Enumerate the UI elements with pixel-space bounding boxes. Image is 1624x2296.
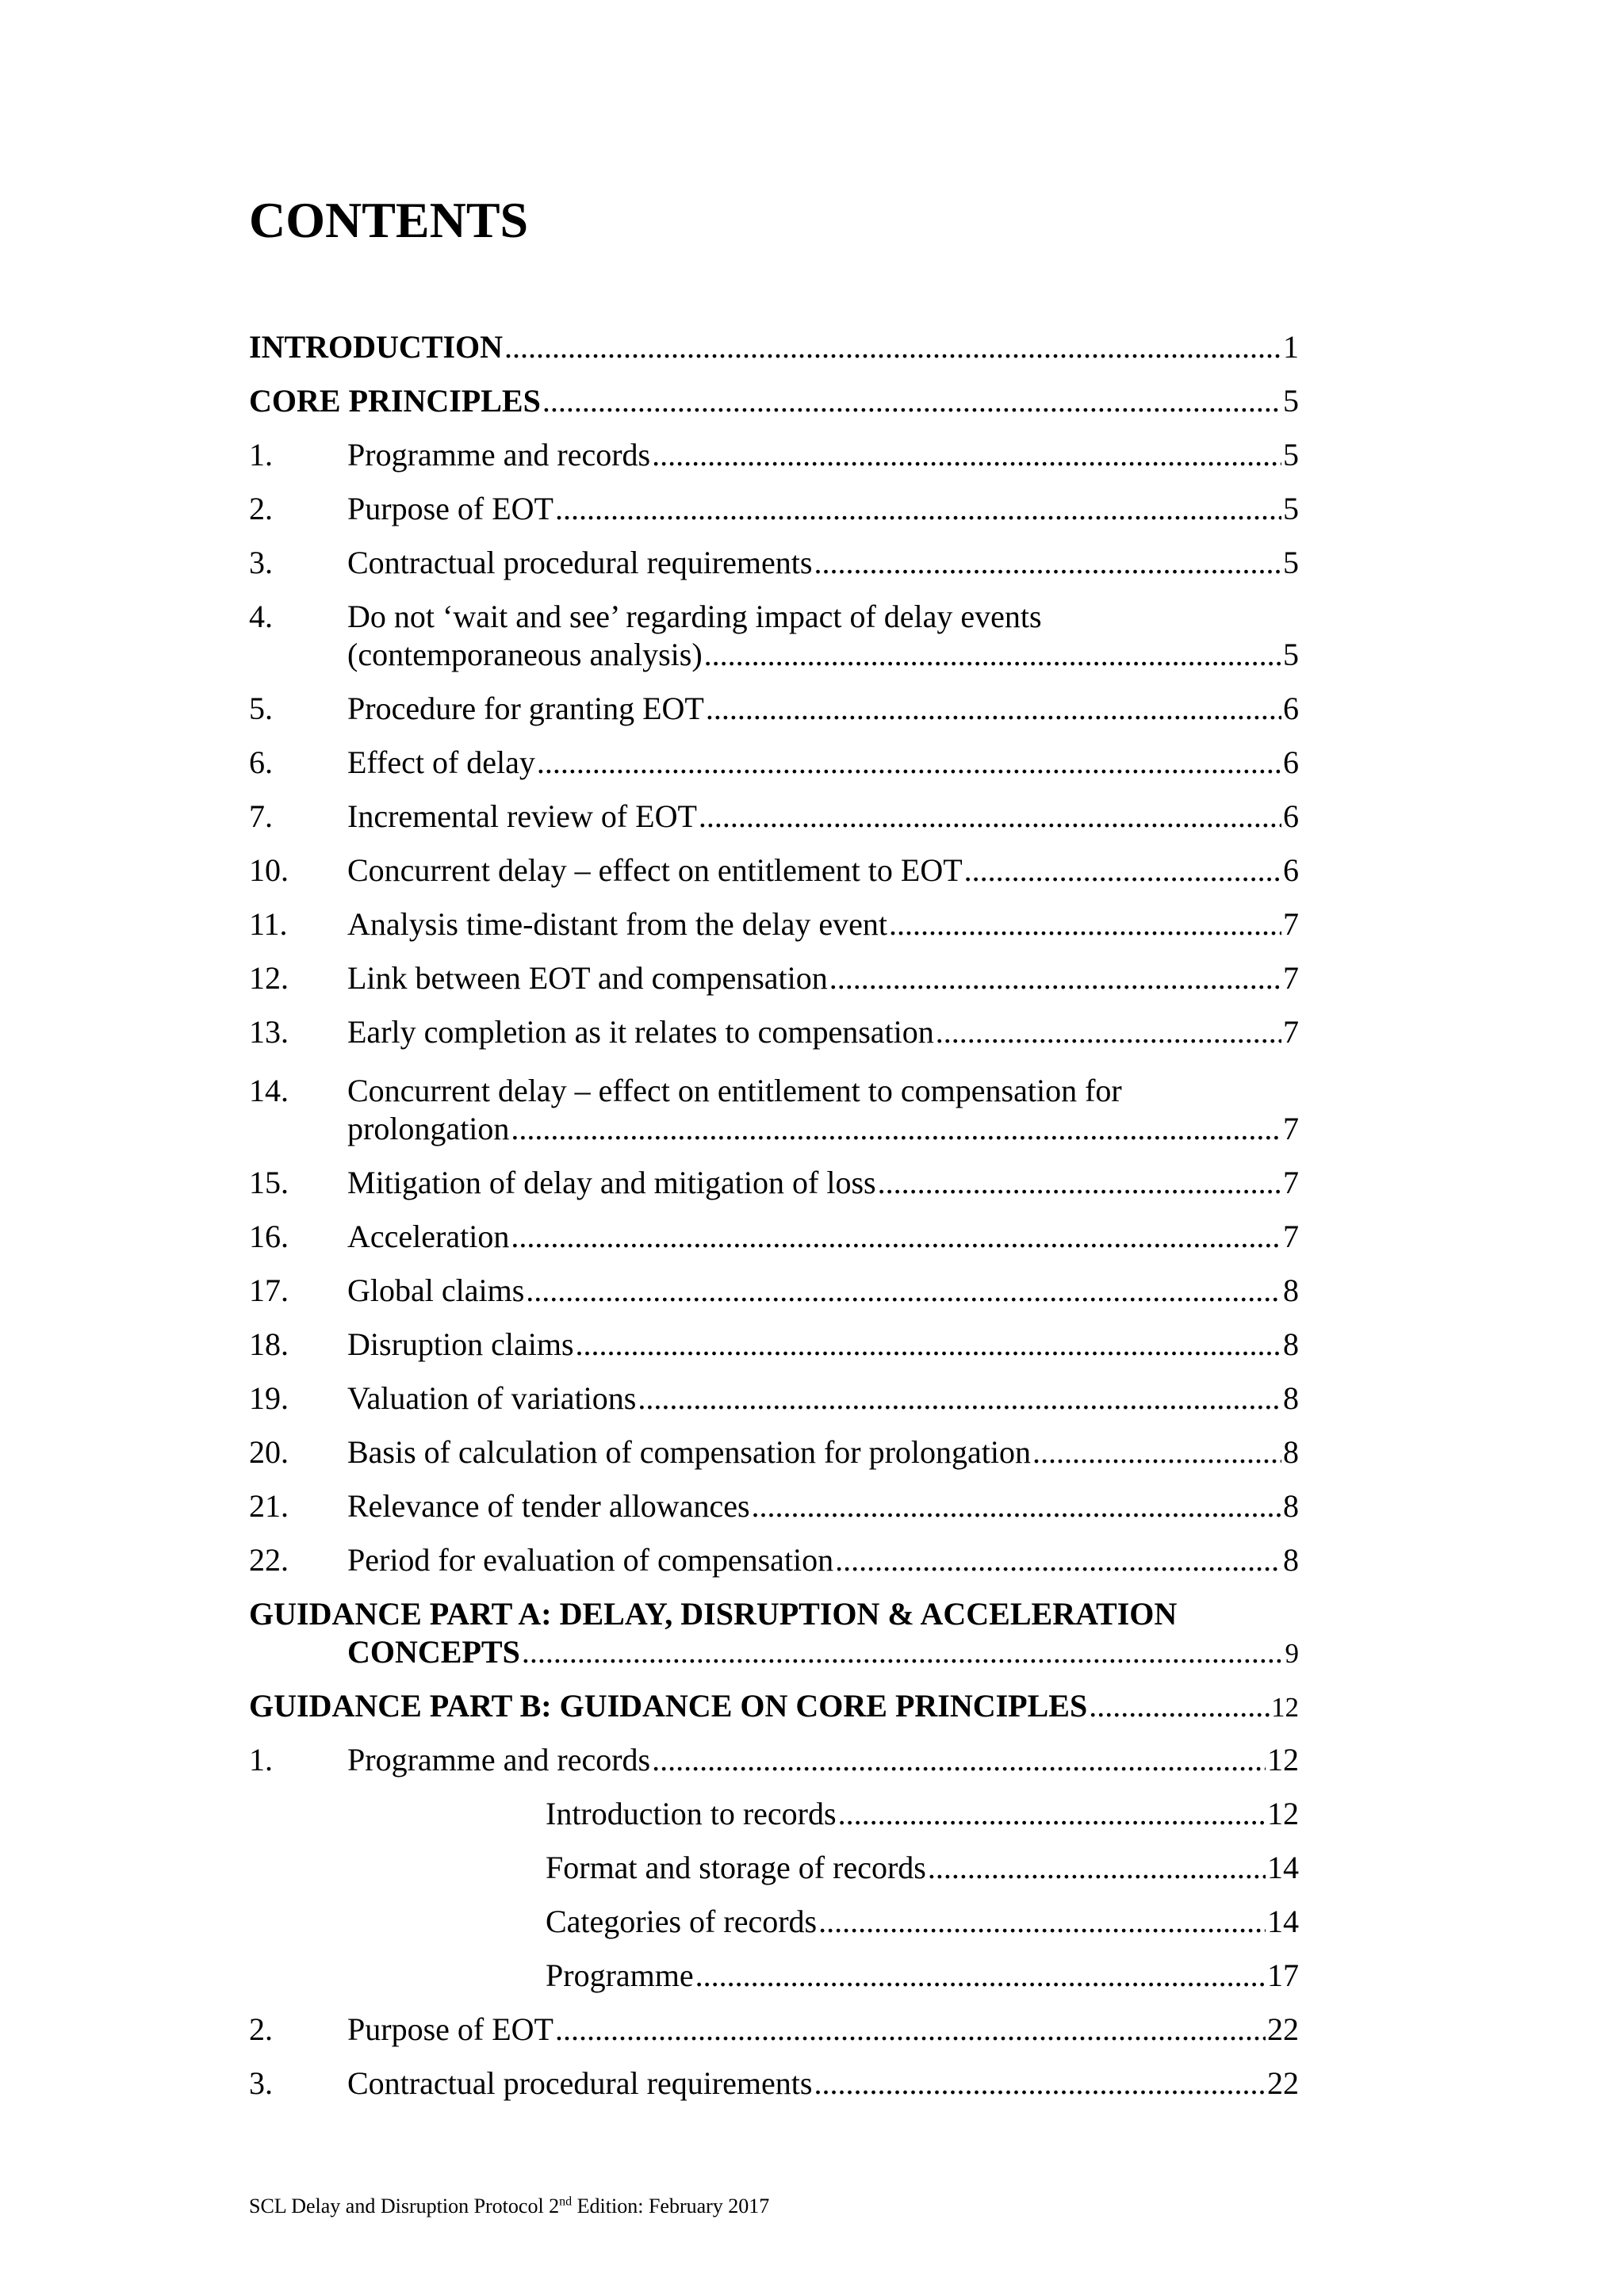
toc-entry-core-21[interactable] <box>249 1487 1299 1525</box>
toc-page-number: 6 <box>1283 798 1299 834</box>
toc-page-number: 14 <box>1267 1904 1299 1939</box>
dot-leader <box>638 1380 1281 1418</box>
toc-entry-core-10[interactable] <box>249 851 1299 890</box>
toc-entry-guidance-1[interactable] <box>249 1741 1299 1779</box>
toc-entry-number: 1. <box>249 1742 273 1777</box>
toc-entry-number: 2. <box>249 2011 273 2047</box>
page-title: CONTENTS <box>249 192 529 248</box>
toc-entry-title: Disruption claims <box>347 1326 574 1362</box>
toc-entry-core-20[interactable] <box>249 1433 1299 1471</box>
dot-leader <box>576 1326 1281 1364</box>
toc-entry-core-19[interactable] <box>249 1380 1299 1418</box>
toc-entry-title: Acceleration <box>347 1219 510 1254</box>
toc-subentry-introduction-to-records[interactable] <box>249 1795 1299 1833</box>
toc-page-number: 7 <box>1283 1111 1299 1146</box>
toc-entry-core-11[interactable] <box>249 905 1299 943</box>
toc-page-number: 7 <box>1283 906 1299 942</box>
toc-entry-title: Concurrent delay – effect on entitlement to EOT <box>347 852 963 888</box>
dot-leader <box>829 959 1281 997</box>
toc-page-number: 8 <box>1283 1488 1299 1524</box>
toc-entry-title: Programme <box>546 1957 694 1993</box>
toc-entry-core-2[interactable] <box>249 490 1299 528</box>
toc-page-number: 5 <box>1283 437 1299 473</box>
toc-entry-number: 6. <box>249 744 273 780</box>
toc-entry-title: Early completion as it relates to compensation <box>347 1014 934 1050</box>
toc-page-number: 8 <box>1283 1326 1299 1362</box>
toc-entry-title: CONCEPTS <box>347 1634 520 1670</box>
toc-entry-number: 17. <box>249 1272 289 1308</box>
toc-entry-core-13[interactable] <box>249 1013 1299 1051</box>
toc-entry-number: 15. <box>249 1165 289 1200</box>
toc-entry-number: 13. <box>249 1014 289 1050</box>
toc-entry-title: Procedure for granting EOT <box>347 691 704 726</box>
dot-leader <box>542 382 1281 420</box>
toc-entry-title: Effect of delay <box>347 744 535 780</box>
toc-entry-title: CORE PRINCIPLES <box>249 383 541 419</box>
dot-leader <box>1089 1687 1270 1725</box>
toc-entry-number: 19. <box>249 1380 289 1416</box>
toc-page-number: 5 <box>1283 545 1299 580</box>
toc-entry-core-7[interactable] <box>249 798 1299 836</box>
toc-entry-number: 1. <box>249 437 273 473</box>
toc-page-number: 8 <box>1283 1380 1299 1416</box>
toc-entry-guidance-3[interactable] <box>249 2064 1299 2103</box>
toc-page-number: 6 <box>1283 691 1299 726</box>
toc-entry-title: (contemporaneous analysis) <box>347 637 703 672</box>
dot-leader <box>695 1957 1266 1995</box>
dot-leader <box>936 1013 1281 1051</box>
footer-text-end: Edition: February 2017 <box>572 2195 770 2218</box>
dot-leader <box>699 798 1281 836</box>
toc-entry-title: Basis of calculation of compensation for prolongation <box>347 1434 1032 1470</box>
toc-entry-title: INTRODUCTION <box>249 329 504 365</box>
toc-entry-title: Mitigation of delay and mitigation of loss <box>347 1165 876 1200</box>
dot-leader <box>652 436 1281 474</box>
toc-entry-title: Purpose of EOT <box>347 2011 553 2047</box>
dot-leader <box>814 544 1281 582</box>
toc-heading-guidance-part-a[interactable] <box>249 1595 1299 1673</box>
dot-leader <box>964 851 1281 890</box>
toc-entry-number: 18. <box>249 1326 289 1362</box>
toc-entry-number: 5. <box>249 691 273 726</box>
toc-entry-number: 3. <box>249 2065 273 2101</box>
toc-entry-title: GUIDANCE PART B: GUIDANCE ON CORE PRINCIPLES <box>249 1688 1088 1724</box>
toc-entry-core-14[interactable] <box>249 1072 1299 1148</box>
toc-entry-core-16[interactable] <box>249 1218 1299 1256</box>
toc-entry-core-22[interactable] <box>249 1541 1299 1579</box>
page-footer <box>249 2195 769 2218</box>
toc-entry-title: Global claims <box>347 1272 525 1308</box>
toc-entry-title: Relevance of tender allowances <box>347 1488 750 1524</box>
toc-entry-number: 16. <box>249 1219 289 1254</box>
dot-leader <box>835 1541 1281 1579</box>
dot-leader <box>511 1218 1281 1256</box>
toc-entry-number: 7. <box>249 798 273 834</box>
toc-entry-number: 21. <box>249 1488 289 1524</box>
dot-leader <box>928 1849 1266 1887</box>
toc-page-number: 5 <box>1283 491 1299 526</box>
toc-entry-number: 2. <box>249 491 273 526</box>
toc-entry-core-18[interactable] <box>249 1326 1299 1364</box>
toc-page-number: 8 <box>1283 1434 1299 1470</box>
toc-entry-guidance-2[interactable] <box>249 2011 1299 2049</box>
dot-leader <box>511 1110 1281 1148</box>
toc-page-number: 8 <box>1283 1542 1299 1578</box>
toc-subentry-categories-of-records[interactable] <box>249 1903 1299 1941</box>
toc-entry-number: 12. <box>249 960 289 996</box>
dot-leader <box>504 328 1281 366</box>
toc-entry-title-line1: Concurrent delay – effect on entitlement to compensation for <box>347 1073 1122 1108</box>
toc-entry-title-line1: Do not ‘wait and see’ regarding impact of delay events <box>347 599 1042 634</box>
toc-entry-title: Programme and records <box>347 1742 651 1777</box>
dot-leader <box>706 690 1281 728</box>
dot-leader <box>526 1272 1281 1310</box>
dot-leader <box>555 2011 1266 2049</box>
toc-page-number: 17 <box>1267 1957 1299 1993</box>
dot-leader <box>555 490 1281 528</box>
toc-page-number: 9 <box>1285 1638 1299 1669</box>
toc-page-number: 6 <box>1283 852 1299 888</box>
toc-entry-title: Analysis time-distant from the delay event <box>347 906 887 942</box>
toc-page-number: 12 <box>1267 1742 1299 1777</box>
toc-heading-core-principles[interactable] <box>249 382 1299 420</box>
dot-leader <box>818 1903 1266 1941</box>
dot-leader <box>522 1633 1284 1671</box>
toc-page-number: 22 <box>1267 2011 1299 2047</box>
toc-entry-title-line1: GUIDANCE PART A: DELAY, DISRUPTION & ACCELERATION <box>249 1596 1178 1632</box>
toc-entry-number: 22. <box>249 1542 289 1578</box>
toc-entry-title: Link between EOT and compensation <box>347 960 828 996</box>
toc-page-number: 7 <box>1283 1165 1299 1200</box>
toc-page-number: 6 <box>1283 744 1299 780</box>
toc-entry-title: Valuation of variations <box>347 1380 637 1416</box>
dot-leader <box>889 905 1281 943</box>
toc-entry-title: Contractual procedural requirements <box>347 2065 813 2101</box>
toc-entry-number: 20. <box>249 1434 289 1470</box>
toc-entry-core-3[interactable] <box>249 544 1299 582</box>
footer-superscript: nd <box>559 2195 573 2209</box>
toc-entry-core-17[interactable] <box>249 1272 1299 1310</box>
toc-entry-title: prolongation <box>347 1111 510 1146</box>
toc-entry-number: 3. <box>249 545 273 580</box>
dot-leader <box>878 1164 1281 1202</box>
toc-page-number: 5 <box>1283 637 1299 672</box>
toc-entry-core-15[interactable] <box>249 1164 1299 1202</box>
dot-leader <box>652 1741 1266 1779</box>
toc-page-number: 1 <box>1283 329 1299 365</box>
toc-heading-introduction[interactable] <box>249 328 1299 366</box>
toc-heading-guidance-part-b[interactable] <box>249 1687 1299 1727</box>
toc-subentry-format-and-storage[interactable] <box>249 1849 1299 1887</box>
toc-subentry-programme[interactable] <box>249 1957 1299 1995</box>
dot-leader <box>537 744 1281 782</box>
toc-entry-number: 4. <box>249 599 273 634</box>
dot-leader <box>704 636 1281 674</box>
toc-entry-title: Incremental review of EOT <box>347 798 697 834</box>
toc-entry-core-12[interactable] <box>249 959 1299 997</box>
toc-entry-title: Period for evaluation of compensation <box>347 1542 834 1578</box>
toc-entry-core-4[interactable] <box>249 598 1299 674</box>
toc-page-number: 7 <box>1283 1219 1299 1254</box>
toc-page-number: 22 <box>1267 2065 1299 2101</box>
toc-entry-title: Categories of records <box>546 1904 818 1939</box>
toc-entry-number: 14. <box>249 1073 289 1108</box>
toc-entry-title: Introduction to records <box>546 1796 837 1831</box>
toc-entry-number: 11. <box>249 906 288 942</box>
toc-page-number: 14 <box>1267 1850 1299 1885</box>
dot-leader <box>814 2064 1266 2103</box>
toc-entry-core-1[interactable] <box>249 436 1299 474</box>
dot-leader <box>752 1487 1281 1525</box>
toc-page-number: 12 <box>1267 1796 1299 1831</box>
toc-page-number: 12 <box>1271 1692 1299 1723</box>
toc-page-number: 8 <box>1283 1272 1299 1308</box>
toc-page-number: 7 <box>1283 960 1299 996</box>
toc-entry-title: Programme and records <box>347 437 651 473</box>
toc-entry-number: 10. <box>249 852 289 888</box>
dot-leader <box>838 1795 1266 1833</box>
toc-entry-core-5[interactable] <box>249 690 1299 728</box>
toc-page-number: 5 <box>1283 383 1299 419</box>
toc-entry-title: Purpose of EOT <box>347 491 553 526</box>
toc-entry-title: Contractual procedural requirements <box>347 545 813 580</box>
toc-entry-title: Format and storage of records <box>546 1850 926 1885</box>
footer-text: SCL Delay and Disruption Protocol 2 <box>249 2195 560 2218</box>
dot-leader <box>1032 1433 1281 1471</box>
toc-page-number: 7 <box>1283 1014 1299 1050</box>
toc-entry-core-6[interactable] <box>249 744 1299 782</box>
